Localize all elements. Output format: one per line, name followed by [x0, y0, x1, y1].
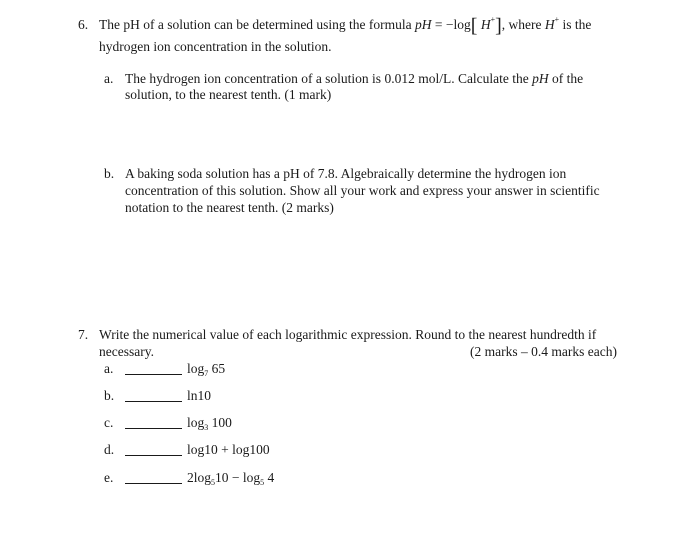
answer-blank-7b[interactable]: [125, 401, 182, 402]
item-7b-expression: ln10: [187, 388, 212, 403]
answer-blank-7a[interactable]: [125, 374, 182, 375]
item-7a-base: 7: [204, 369, 209, 378]
where-h: H: [544, 17, 555, 32]
item-7e-base-1: 5: [211, 478, 216, 487]
answer-blank-7d[interactable]: [125, 455, 182, 456]
item-7a-arg: 65: [211, 361, 226, 376]
question-6-number: 6.: [78, 17, 89, 32]
item-7a-label: a.: [104, 361, 114, 376]
right-bracket: ]: [495, 15, 502, 37]
item-7a-fn: log: [187, 361, 205, 376]
item-7e-part-3: 4: [267, 470, 275, 485]
left-bracket: [: [470, 15, 478, 37]
formula-ph: pH: [415, 17, 432, 32]
question-6-intro-line-2: hydrogen ion concentration in the solution.: [99, 39, 332, 54]
formula-plus: +: [490, 15, 496, 24]
question-7-line-2: necessary.: [99, 344, 154, 359]
question-7-number: 7.: [78, 327, 89, 342]
item-7c-label: c.: [104, 415, 114, 430]
item-7b-label: b.: [104, 388, 115, 403]
item-7e-part-2: 10 − log: [215, 470, 261, 485]
formula-h: H: [480, 17, 491, 32]
part-6b-line-3: notation to the nearest tenth. (2 marks): [125, 200, 334, 215]
part-6a-after: of the: [552, 71, 584, 86]
answer-blank-7c[interactable]: [125, 428, 182, 429]
item-7d-label: d.: [104, 442, 115, 457]
item-7c-fn: log: [187, 415, 205, 430]
formula-equals-log: = −log: [434, 17, 471, 32]
item-7e-base-2: 5: [260, 478, 265, 487]
ph-formula: [415, 15, 502, 37]
part-6a-label: a.: [104, 71, 114, 86]
where-text: , where: [501, 17, 542, 32]
where-plus: +: [554, 15, 560, 24]
part-6b-line-1: A baking soda solution has a pH of 7.8. Algebraically determine the hydrogen ion: [125, 166, 567, 181]
q6-intro-after: is the: [562, 17, 592, 32]
question-6-intro-line-1: [99, 15, 592, 37]
question-7-line-1: Write the numerical value of each logarithmic expression. Round to the nearest hundredth if: [99, 327, 597, 342]
item-7e-expression: [187, 469, 274, 487]
item-7d-expression: log10 + log100: [187, 442, 270, 457]
part-6a-line-2: solution, to the nearest tenth. (1 mark): [125, 87, 332, 102]
question-7-marks: (2 marks – 0.4 marks each): [470, 344, 617, 359]
part-6b-label: b.: [104, 166, 115, 181]
item-7e-label: e.: [104, 470, 114, 485]
q6-intro-text: The pH of a solution can be determined using the formula: [99, 17, 412, 32]
answer-blank-7e[interactable]: [125, 483, 182, 484]
item-7e-part-1: 2log: [187, 470, 212, 485]
item-7c-base: 3: [204, 423, 209, 432]
item-7a-expression: [187, 360, 225, 378]
part-6b-line-2: concentration of this solution. Show all your work and express your answer in scientific: [125, 183, 600, 198]
part-6a-ph: pH: [532, 71, 549, 86]
part-6a-text: The hydrogen ion concentration of a solution is 0.012 mol/L. Calculate the: [125, 71, 529, 86]
item-7c-arg: 100: [211, 415, 232, 430]
item-7c-expression: [187, 414, 232, 432]
